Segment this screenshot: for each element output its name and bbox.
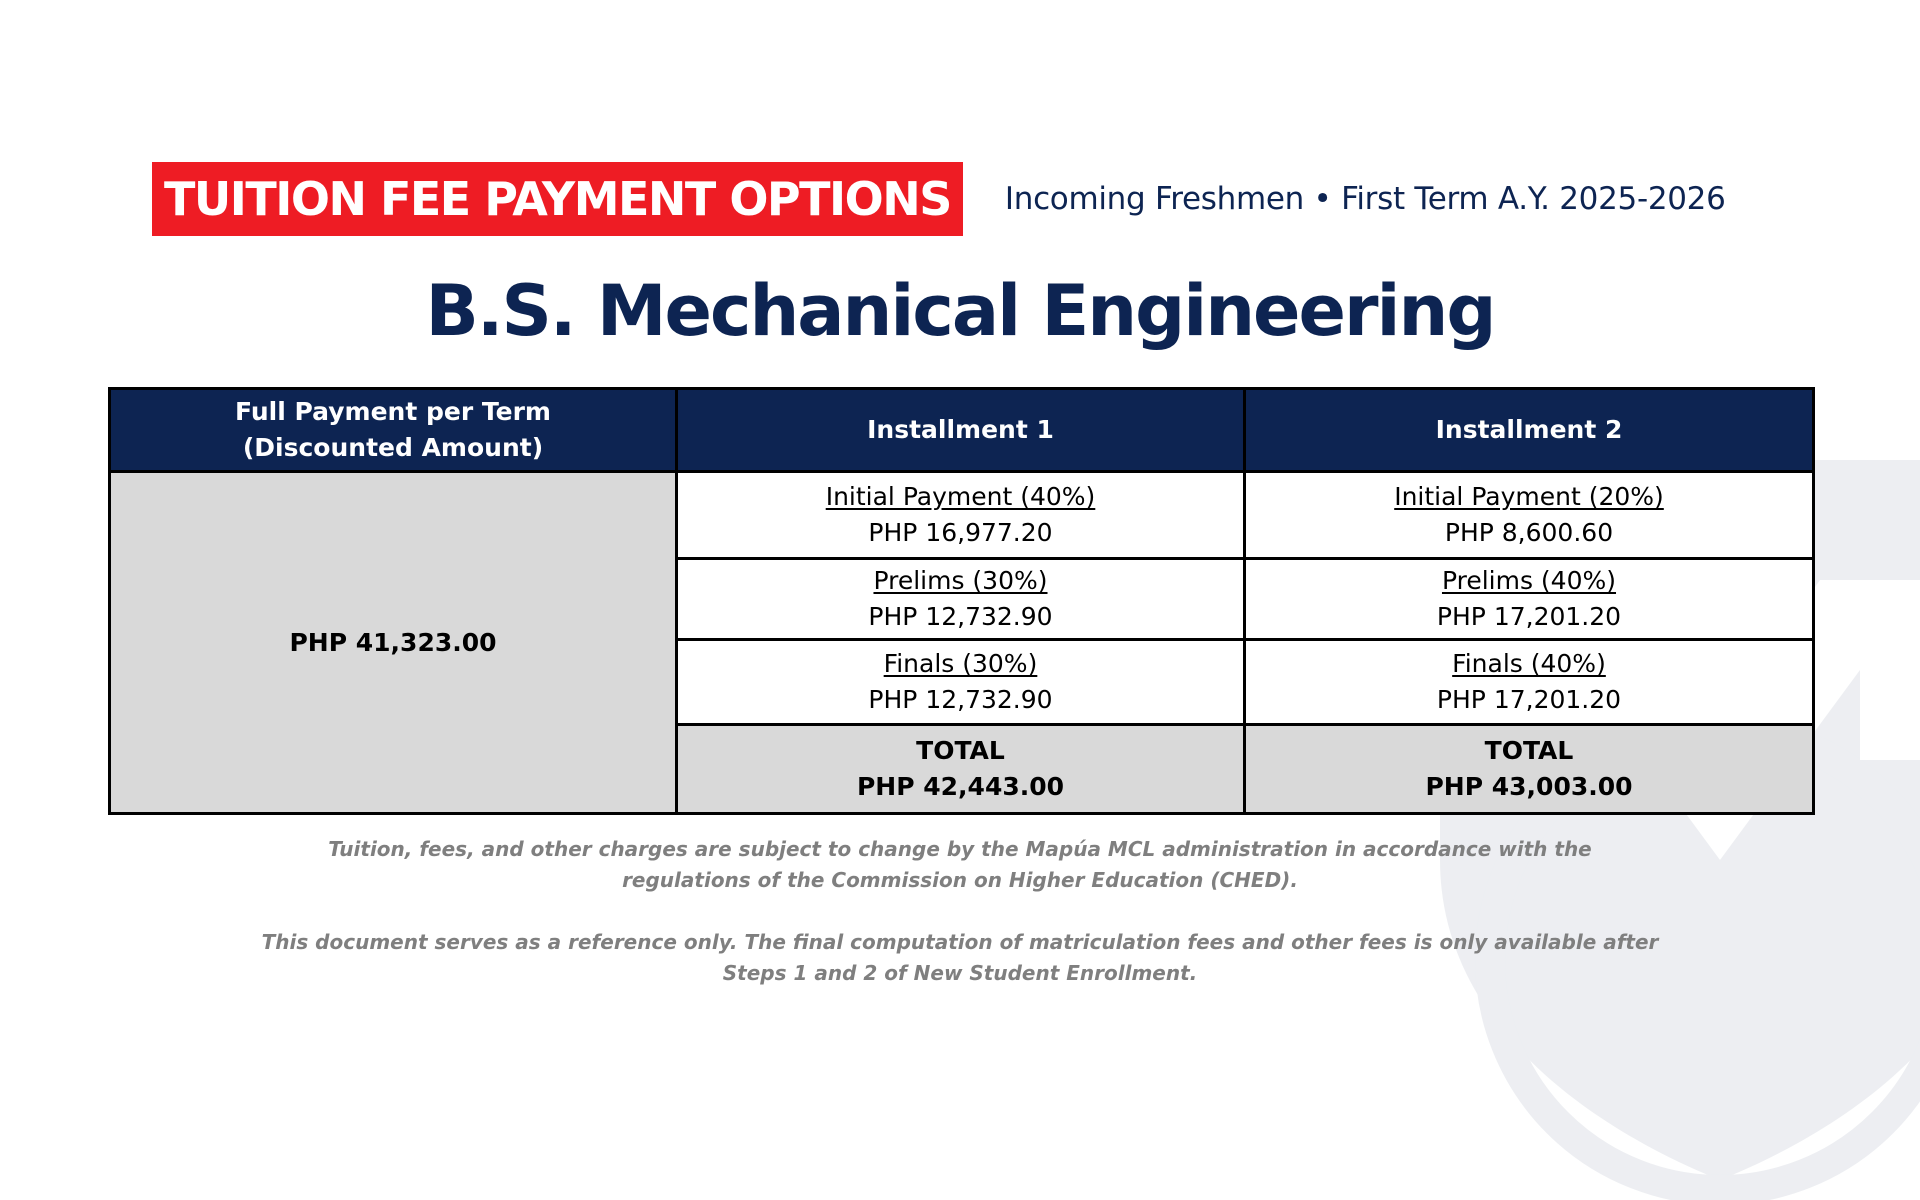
installment1-finals-label: Finals (30%) xyxy=(883,649,1038,678)
installment2-total-cell xyxy=(1245,725,1814,814)
installment1-finals-amount: PHP 12,732.90 xyxy=(868,685,1053,714)
reference-note-line2: Steps 1 and 2 of New Student Enrollment. xyxy=(722,961,1198,985)
installment1-initial-amount: PHP 16,977.20 xyxy=(868,518,1053,547)
header-full-payment-line2: (Discounted Amount) xyxy=(242,433,544,462)
page-subtitle: Incoming Freshmen • First Term A.Y. 2025-2026 xyxy=(1004,181,1726,217)
reference-note xyxy=(0,927,1920,989)
disclaimer-note-line1: Tuition, fees, and other charges are subject to change by the Mapúa MCL administration in accordance with the xyxy=(328,837,1592,861)
installment2-finals-label: Finals (40%) xyxy=(1452,649,1606,678)
installment2-initial-label: Initial Payment (20%) xyxy=(1394,482,1664,511)
reference-note-line1: This document serves as a reference only. The final computation of matriculation fees and other fees is only available after xyxy=(261,930,1659,954)
table-row xyxy=(110,472,1814,559)
header-installment-1: Installment 1 xyxy=(677,389,1245,472)
installment1-total-cell xyxy=(677,725,1245,814)
installment2-initial-cell xyxy=(1245,472,1814,559)
full-payment-amount: PHP 41,323.00 xyxy=(110,472,677,814)
header-installment-2: Installment 2 xyxy=(1245,389,1814,472)
disclaimer-note-line2: regulations of the Commission on Higher Education (CHED). xyxy=(622,868,1298,892)
installment2-prelims-amount: PHP 17,201.20 xyxy=(1436,602,1622,631)
installment2-prelims-label: Prelims (40%) xyxy=(1441,566,1617,595)
installment2-total-label: TOTAL xyxy=(1484,736,1574,765)
installment2-finals-cell xyxy=(1245,640,1814,725)
installment2-finals-amount: PHP 17,201.20 xyxy=(1436,685,1622,714)
installment1-initial-label: Initial Payment (40%) xyxy=(825,482,1096,511)
installment1-prelims-label: Prelims (30%) xyxy=(873,566,1048,595)
installment1-total-label: TOTAL xyxy=(916,736,1005,765)
installment2-total-amount: PHP 43,003.00 xyxy=(1425,772,1633,801)
header-full-payment xyxy=(110,389,677,472)
installment1-total-amount: PHP 42,443.00 xyxy=(856,772,1065,801)
installment1-initial-cell xyxy=(677,472,1245,559)
installment1-prelims-cell xyxy=(677,559,1245,640)
installment2-initial-amount: PHP 8,600.60 xyxy=(1444,518,1614,547)
fee-table xyxy=(108,387,1815,815)
header-full-payment-line1: Full Payment per Term xyxy=(235,397,551,426)
disclaimer-note xyxy=(0,834,1920,896)
installment1-finals-cell xyxy=(677,640,1245,725)
table-header-row xyxy=(110,389,1814,472)
page-title: TUITION FEE PAYMENT OPTIONS xyxy=(152,162,963,236)
program-name: B.S. Mechanical Engineering xyxy=(425,270,1495,352)
header xyxy=(152,162,1726,236)
installment2-prelims-cell xyxy=(1245,559,1814,640)
installment1-prelims-amount: PHP 12,732.90 xyxy=(868,602,1053,631)
